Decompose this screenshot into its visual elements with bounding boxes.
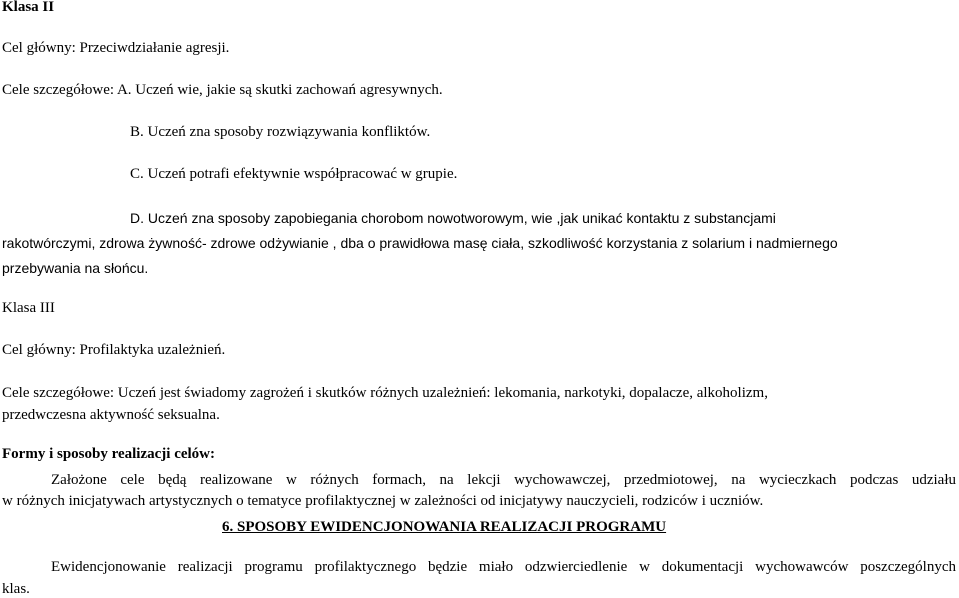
formy-line1: Założone cele będą realizowane w różnych formach, na lekcji wychowawczej, przedmiotowej, na wycieczkach podczas udziału <box>51 472 956 488</box>
klasa2-main-goal: Cel główny: Przeciwdziałanie agresji. <box>2 40 230 56</box>
klasa3-detail-line1: Cele szczegółowe: Uczeń jest świadomy zagrożeń i skutków różnych uzależnień: lekomania, narkotyki, dopalacze, alkoholizm, <box>2 385 768 401</box>
formy-line2: w różnych inicjatywach artystycznych o tematyce profilaktycznej w zależności od inicjatywy nauczycieli, rodziców i uczniów. <box>2 493 764 509</box>
section6-heading: 6. SPOSOBY EWIDENCJONOWANIA REALIZACJI PROGRAMU <box>222 519 667 535</box>
klasa3-detail-line2: przedwczesna aktywność seksualna. <box>2 407 220 423</box>
klasa3-main-goal: Cel główny: Profilaktyka uzależnień. <box>2 342 226 358</box>
klasa2-heading: Klasa II <box>2 0 55 15</box>
klasa2-goal-a: Cele szczegółowe: A. Uczeń wie, jakie są skutki zachowań agresywnych. <box>2 82 443 98</box>
klasa3-heading: Klasa III <box>2 300 55 316</box>
section6-line1: Ewidencjonowanie realizacji programu profilaktycznego będzie miało odzwierciedlenie w dokumentacji wychowawców poszczególnych <box>51 559 956 575</box>
klasa2-goal-b: B. Uczeń zna sposoby rozwiązywania konfliktów. <box>130 124 431 140</box>
formy-heading: Formy i sposoby realizacji celów: <box>2 446 216 462</box>
klasa2-goal-d-line3: przebywania na słońcu. <box>2 260 149 276</box>
klasa2-goal-d-line2: rakotwórczymi, zdrowa żywność- zdrowe odżywianie , dba o prawidłowa masę ciała, szkodliwość korzystania z solarium i nadmiernego <box>2 235 838 251</box>
klasa2-goal-d-line1: D. Uczeń zna sposoby zapobiegania chorobom nowotworowym, wie ,jak unikać kontaktu z substancjami <box>130 210 776 226</box>
section6-line2: klas. <box>2 581 30 597</box>
klasa2-goal-c: C. Uczeń potrafi efektywnie współpracować w grupie. <box>130 166 458 182</box>
